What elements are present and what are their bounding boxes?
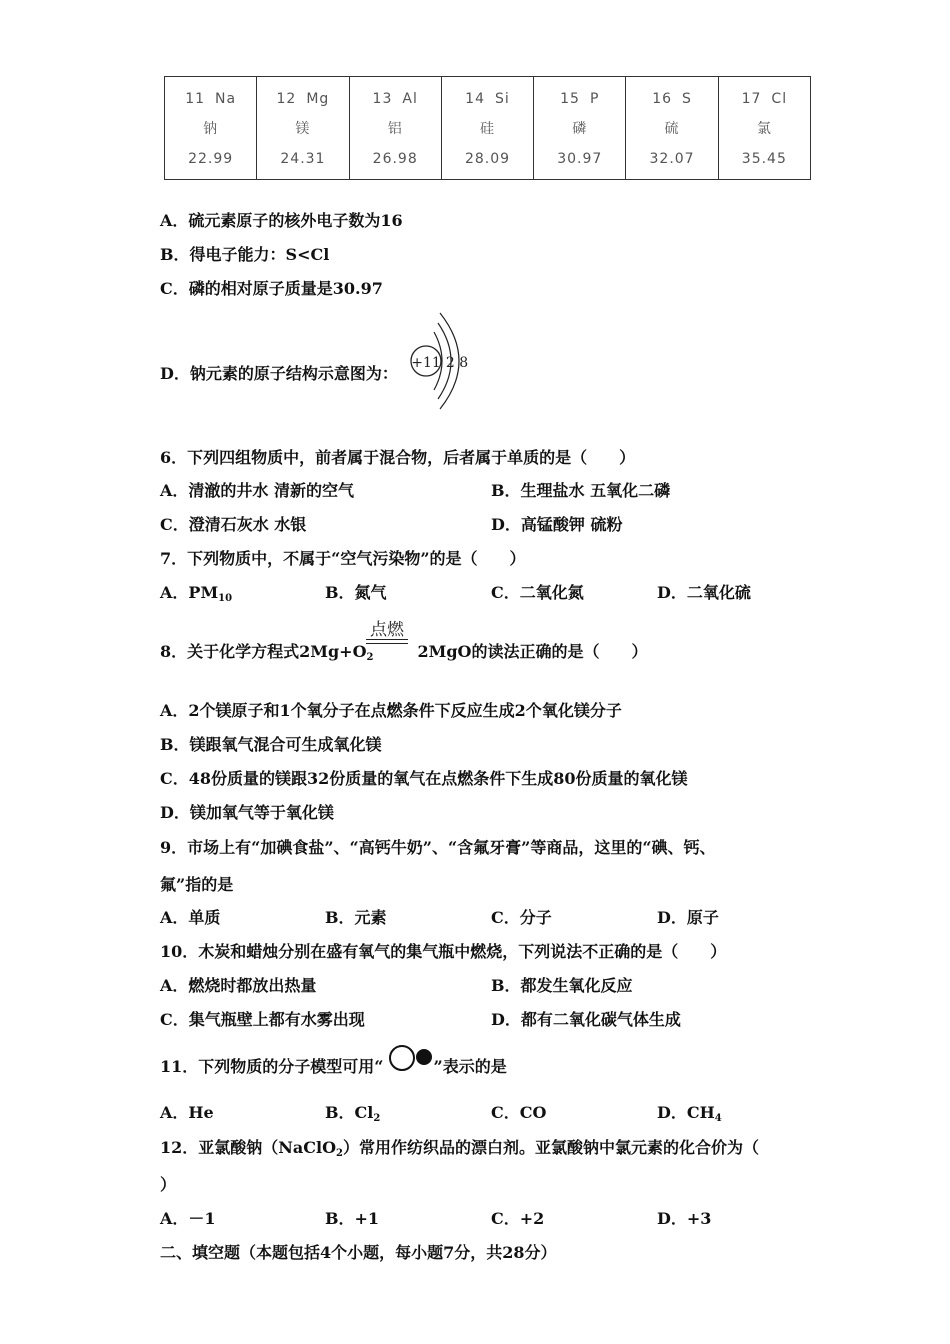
molecule-model-icon	[387, 1043, 435, 1073]
q12-stem-line2: ）	[160, 1175, 177, 1194]
q11-option-a: A．He	[160, 1103, 214, 1122]
q6-option-d: D．高锰酸钾 硫粉	[491, 515, 623, 534]
large-atom-circle	[390, 1046, 414, 1070]
element-cell-na: 11 Na 钠 22.99	[165, 77, 257, 180]
q5-option-d: D．钠元素的原子结构示意图为：	[160, 364, 398, 383]
element-cell-si: 14 Si 硅 28.09	[441, 77, 533, 180]
q11-option-b: B．$Cl_2$	[325, 1103, 381, 1124]
q5-option-a: A．硫元素原子的核外电子数为16	[160, 211, 403, 230]
q6-option-c: C．澄清石灰水 水银	[160, 515, 307, 534]
q7-option-a: A．$PM_{10}$	[160, 583, 233, 604]
element-cell-mg: 12 Mg 镁 24.31	[257, 77, 349, 180]
q12-option-d: D．+3	[657, 1209, 712, 1228]
element-cell-p: 15 P 磷 30.97	[534, 77, 626, 180]
q5-option-b: B．得电子能力：S<Cl	[160, 245, 330, 264]
q10-option-d: D．都有二氧化碳气体生成	[491, 1010, 681, 1029]
q7-option-c: C．二氧化氮	[491, 583, 584, 602]
q8-stem: 8．关于化学方程式$2Mg+O_2$ 2MgO的读法正确的是（ ）	[160, 642, 648, 663]
q9-stem-line2: 氟”指的是	[160, 875, 234, 894]
q10-option-c: C．集气瓶壁上都有水雾出现	[160, 1010, 365, 1029]
q9-option-a: A．单质	[160, 908, 221, 927]
q12-option-a: A．－1	[160, 1209, 216, 1228]
q10-option-a: A．燃烧时都放出热量	[160, 976, 317, 995]
section-2-heading: 二、填空题（本题包括4个小题，每小题7分，共28分）	[160, 1243, 557, 1262]
q9-option-d: D．原子	[657, 908, 719, 927]
atom-shell-electrons: 2 8	[445, 355, 469, 371]
q11-stem: 11．下列物质的分子模型可用“ ”表示的是	[160, 1057, 507, 1076]
element-cell-al: 13 Al 铝 26.98	[349, 77, 441, 180]
element-cell-cl: 17 Cl 氯 35.45	[718, 77, 810, 180]
q11-option-d: D．$CH_4$	[657, 1103, 722, 1124]
atom-nucleus-charge: +11	[411, 355, 441, 371]
q5-option-c: C．磷的相对原子质量是30.97	[160, 279, 383, 298]
q8-option-a: A．2个镁原子和1个氧分子在点燃条件下反应生成2个氧化镁分子	[160, 701, 622, 720]
q12-option-c: C．+2	[491, 1209, 545, 1228]
q6-option-b: B．生理盐水 五氧化二磷	[491, 481, 671, 500]
q10-stem: 10．木炭和蜡烛分别在盛有氧气的集气瓶中燃烧，下列说法不正确的是（ ）	[160, 942, 727, 961]
periodic-table-strip	[164, 76, 811, 180]
reaction-condition: 点燃	[370, 620, 404, 640]
sodium-atom-structure-diagram	[404, 310, 476, 414]
q6-option-a: A．清澈的井水 清新的空气	[160, 481, 354, 500]
q9-stem-line1: 9．市场上有“加碘食盐”、“高钙牛奶”、“含氟牙膏”等商品，这里的“碘、钙、	[160, 838, 716, 857]
q12-option-b: B．+1	[325, 1209, 380, 1228]
q9-option-c: C．分子	[491, 908, 552, 927]
equation-equals-bottom	[366, 643, 408, 644]
q9-option-b: B．元素	[325, 908, 387, 927]
element-cell-s: 16 S 硫 32.07	[626, 77, 718, 180]
equation-equals-top	[366, 639, 408, 640]
q10-option-b: B．都发生氧化反应	[491, 976, 633, 995]
q11-option-c: C．CO	[491, 1103, 547, 1122]
q6-stem: 6．下列四组物质中，前者属于混合物，后者属于单质的是（ ）	[160, 448, 636, 467]
q8-option-c: C．48份质量的镁跟32份质量的氧气在点燃条件下生成80份质量的氧化镁	[160, 769, 688, 788]
q12-stem-line1: 12．亚氯酸钠（NaClO$_2$）常用作纺织品的漂白剂。亚氯酸钠中氯元素的化合价为（	[160, 1138, 759, 1159]
q7-option-d: D．二氧化硫	[657, 583, 751, 602]
small-atom-circle	[416, 1049, 432, 1065]
q7-option-b: B．氮气	[325, 583, 387, 602]
q8-option-b: B．镁跟氧气混合可生成氧化镁	[160, 735, 382, 754]
q7-stem: 7．下列物质中，不属于“空气污染物”的是（ ）	[160, 549, 526, 568]
q8-option-d: D．镁加氧气等于氧化镁	[160, 803, 334, 822]
